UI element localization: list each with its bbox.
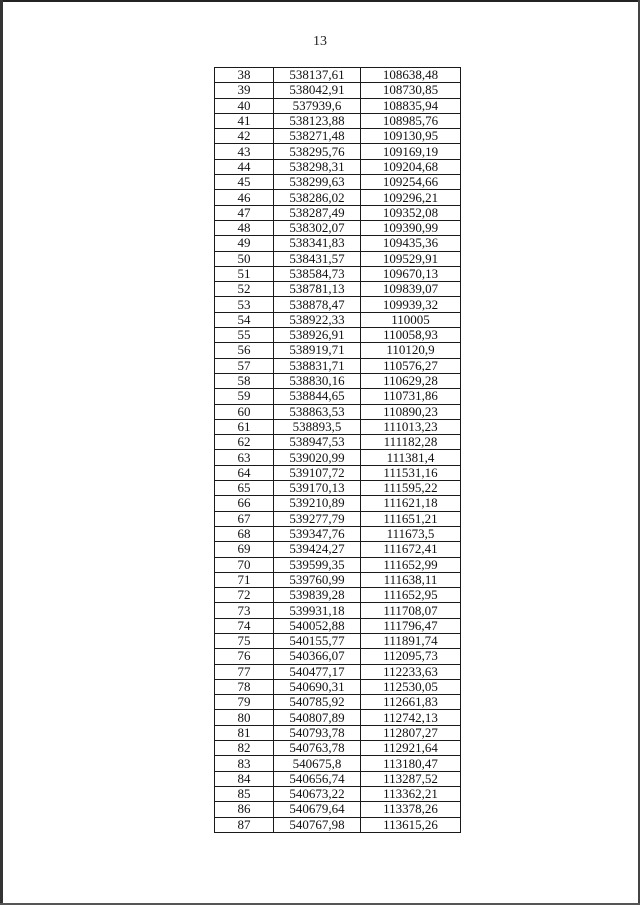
table-row xyxy=(215,159,461,174)
y-coordinate-cell: 111381,4 xyxy=(361,450,461,465)
table-row xyxy=(215,557,461,572)
x-coordinate-cell: 538287,49 xyxy=(274,205,361,220)
y-coordinate-cell: 110005 xyxy=(361,312,461,327)
table-row xyxy=(215,756,461,771)
y-coordinate-cell: 111672,41 xyxy=(361,542,461,557)
x-coordinate-cell: 538863,53 xyxy=(274,404,361,419)
x-coordinate-cell: 538123,88 xyxy=(274,113,361,128)
point-number-cell: 57 xyxy=(215,358,274,373)
y-coordinate-cell: 113615,26 xyxy=(361,817,461,832)
x-coordinate-cell: 538844,65 xyxy=(274,389,361,404)
point-number-cell: 42 xyxy=(215,129,274,144)
table-row xyxy=(215,450,461,465)
x-coordinate-cell: 540155,77 xyxy=(274,633,361,648)
x-coordinate-cell: 540793,78 xyxy=(274,725,361,740)
point-number-cell: 56 xyxy=(215,343,274,358)
point-number-cell: 75 xyxy=(215,633,274,648)
table-row xyxy=(215,817,461,832)
x-coordinate-cell: 539931,18 xyxy=(274,603,361,618)
point-number-cell: 49 xyxy=(215,236,274,251)
x-coordinate-cell: 539424,27 xyxy=(274,542,361,557)
x-coordinate-cell: 538919,71 xyxy=(274,343,361,358)
y-coordinate-cell: 109130,95 xyxy=(361,129,461,144)
point-number-cell: 77 xyxy=(215,664,274,679)
point-number-cell: 60 xyxy=(215,404,274,419)
table-row xyxy=(215,679,461,694)
table-row xyxy=(215,266,461,281)
table-row xyxy=(215,786,461,801)
y-coordinate-cell: 111651,21 xyxy=(361,511,461,526)
point-number-cell: 78 xyxy=(215,679,274,694)
x-coordinate-cell: 540052,88 xyxy=(274,618,361,633)
y-coordinate-cell: 109169,19 xyxy=(361,144,461,159)
table-row xyxy=(215,373,461,388)
point-number-cell: 74 xyxy=(215,618,274,633)
y-coordinate-cell: 111891,74 xyxy=(361,633,461,648)
y-coordinate-cell: 109204,68 xyxy=(361,159,461,174)
y-coordinate-cell: 111796,47 xyxy=(361,618,461,633)
point-number-cell: 71 xyxy=(215,572,274,587)
y-coordinate-cell: 110120,9 xyxy=(361,343,461,358)
point-number-cell: 70 xyxy=(215,557,274,572)
table-row xyxy=(215,695,461,710)
table-row xyxy=(215,68,461,83)
point-number-cell: 46 xyxy=(215,190,274,205)
y-coordinate-cell: 109529,91 xyxy=(361,251,461,266)
x-coordinate-cell: 538341,83 xyxy=(274,236,361,251)
y-coordinate-cell: 111652,99 xyxy=(361,557,461,572)
table-row xyxy=(215,236,461,251)
x-coordinate-cell: 539277,79 xyxy=(274,511,361,526)
point-number-cell: 67 xyxy=(215,511,274,526)
table-row xyxy=(215,144,461,159)
point-number-cell: 39 xyxy=(215,83,274,98)
table-row xyxy=(215,542,461,557)
table-row xyxy=(215,205,461,220)
x-coordinate-cell: 538299,63 xyxy=(274,175,361,190)
x-coordinate-cell: 538878,47 xyxy=(274,297,361,312)
y-coordinate-cell: 110731,86 xyxy=(361,389,461,404)
table-row xyxy=(215,588,461,603)
x-coordinate-cell: 538137,61 xyxy=(274,68,361,83)
scan-edge-top xyxy=(0,0,640,2)
y-coordinate-cell: 109352,08 xyxy=(361,205,461,220)
y-coordinate-cell: 113362,21 xyxy=(361,786,461,801)
y-coordinate-cell: 112095,73 xyxy=(361,649,461,664)
table-row xyxy=(215,220,461,235)
point-number-cell: 58 xyxy=(215,373,274,388)
table-row xyxy=(215,312,461,327)
point-number-cell: 73 xyxy=(215,603,274,618)
x-coordinate-cell: 539347,76 xyxy=(274,526,361,541)
point-number-cell: 47 xyxy=(215,205,274,220)
point-number-cell: 76 xyxy=(215,649,274,664)
table-row xyxy=(215,710,461,725)
x-coordinate-cell: 538302,07 xyxy=(274,220,361,235)
y-coordinate-cell: 111182,28 xyxy=(361,435,461,450)
y-coordinate-cell: 111531,16 xyxy=(361,465,461,480)
y-coordinate-cell: 109390,99 xyxy=(361,220,461,235)
y-coordinate-cell: 112742,13 xyxy=(361,710,461,725)
table-row xyxy=(215,802,461,817)
point-number-cell: 72 xyxy=(215,588,274,603)
y-coordinate-cell: 112530,05 xyxy=(361,679,461,694)
table-row xyxy=(215,389,461,404)
table-row xyxy=(215,618,461,633)
x-coordinate-cell: 539210,89 xyxy=(274,496,361,511)
x-coordinate-cell: 540767,98 xyxy=(274,817,361,832)
point-number-cell: 53 xyxy=(215,297,274,312)
point-number-cell: 43 xyxy=(215,144,274,159)
point-number-cell: 64 xyxy=(215,465,274,480)
table-row xyxy=(215,741,461,756)
table-row xyxy=(215,113,461,128)
y-coordinate-cell: 111013,23 xyxy=(361,419,461,434)
table-row xyxy=(215,496,461,511)
y-coordinate-cell: 109435,36 xyxy=(361,236,461,251)
y-coordinate-cell: 110576,27 xyxy=(361,358,461,373)
point-number-cell: 83 xyxy=(215,756,274,771)
coordinates-table xyxy=(214,67,461,833)
table-row xyxy=(215,603,461,618)
y-coordinate-cell: 108638,48 xyxy=(361,68,461,83)
table-row xyxy=(215,725,461,740)
y-coordinate-cell: 111673,5 xyxy=(361,526,461,541)
x-coordinate-cell: 540673,22 xyxy=(274,786,361,801)
table-row xyxy=(215,129,461,144)
table-row xyxy=(215,358,461,373)
x-coordinate-cell: 538271,48 xyxy=(274,129,361,144)
table-row xyxy=(215,343,461,358)
point-number-cell: 40 xyxy=(215,98,274,113)
point-number-cell: 81 xyxy=(215,725,274,740)
page-number: 13 xyxy=(313,34,327,49)
x-coordinate-cell: 538781,13 xyxy=(274,282,361,297)
y-coordinate-cell: 113287,52 xyxy=(361,771,461,786)
point-number-cell: 44 xyxy=(215,159,274,174)
point-number-cell: 55 xyxy=(215,328,274,343)
y-coordinate-cell: 111652,95 xyxy=(361,588,461,603)
point-number-cell: 86 xyxy=(215,802,274,817)
y-coordinate-cell: 111638,11 xyxy=(361,572,461,587)
x-coordinate-cell: 538295,76 xyxy=(274,144,361,159)
table-row xyxy=(215,649,461,664)
y-coordinate-cell: 108985,76 xyxy=(361,113,461,128)
y-coordinate-cell: 111621,18 xyxy=(361,496,461,511)
table-row xyxy=(215,98,461,113)
coordinates-table-body xyxy=(215,68,461,833)
x-coordinate-cell: 540477,17 xyxy=(274,664,361,679)
point-number-cell: 38 xyxy=(215,68,274,83)
table-row xyxy=(215,664,461,679)
table-row xyxy=(215,190,461,205)
y-coordinate-cell: 109670,13 xyxy=(361,266,461,281)
point-number-cell: 68 xyxy=(215,526,274,541)
point-number-cell: 61 xyxy=(215,419,274,434)
point-number-cell: 52 xyxy=(215,282,274,297)
table-row xyxy=(215,511,461,526)
x-coordinate-cell: 538431,57 xyxy=(274,251,361,266)
x-coordinate-cell: 540679,64 xyxy=(274,802,361,817)
point-number-cell: 62 xyxy=(215,435,274,450)
x-coordinate-cell: 538042,91 xyxy=(274,83,361,98)
table-row xyxy=(215,251,461,266)
scan-edge-left xyxy=(0,0,3,905)
y-coordinate-cell: 110890,23 xyxy=(361,404,461,419)
x-coordinate-cell: 540366,07 xyxy=(274,649,361,664)
y-coordinate-cell: 111708,07 xyxy=(361,603,461,618)
x-coordinate-cell: 539599,35 xyxy=(274,557,361,572)
point-number-cell: 69 xyxy=(215,542,274,557)
y-coordinate-cell: 112661,83 xyxy=(361,695,461,710)
x-coordinate-cell: 538893,5 xyxy=(274,419,361,434)
table-row xyxy=(215,282,461,297)
x-coordinate-cell: 539839,28 xyxy=(274,588,361,603)
point-number-cell: 54 xyxy=(215,312,274,327)
y-coordinate-cell: 112807,27 xyxy=(361,725,461,740)
x-coordinate-cell: 539760,99 xyxy=(274,572,361,587)
table-row xyxy=(215,435,461,450)
y-coordinate-cell: 109254,66 xyxy=(361,175,461,190)
point-number-cell: 84 xyxy=(215,771,274,786)
table-row xyxy=(215,83,461,98)
x-coordinate-cell: 538584,73 xyxy=(274,266,361,281)
x-coordinate-cell: 539020,99 xyxy=(274,450,361,465)
y-coordinate-cell: 110058,93 xyxy=(361,328,461,343)
table-row xyxy=(215,633,461,648)
y-coordinate-cell: 111595,22 xyxy=(361,481,461,496)
x-coordinate-cell: 538926,91 xyxy=(274,328,361,343)
x-coordinate-cell: 538298,31 xyxy=(274,159,361,174)
point-number-cell: 51 xyxy=(215,266,274,281)
point-number-cell: 65 xyxy=(215,481,274,496)
point-number-cell: 41 xyxy=(215,113,274,128)
y-coordinate-cell: 109939,32 xyxy=(361,297,461,312)
point-number-cell: 50 xyxy=(215,251,274,266)
x-coordinate-cell: 539107,72 xyxy=(274,465,361,480)
x-coordinate-cell: 538831,71 xyxy=(274,358,361,373)
table-row xyxy=(215,526,461,541)
x-coordinate-cell: 537939,6 xyxy=(274,98,361,113)
y-coordinate-cell: 109296,21 xyxy=(361,190,461,205)
table-row xyxy=(215,419,461,434)
point-number-cell: 79 xyxy=(215,695,274,710)
table-row xyxy=(215,481,461,496)
table-row xyxy=(215,572,461,587)
x-coordinate-cell: 538286,02 xyxy=(274,190,361,205)
x-coordinate-cell: 538947,53 xyxy=(274,435,361,450)
y-coordinate-cell: 110629,28 xyxy=(361,373,461,388)
x-coordinate-cell: 538830,16 xyxy=(274,373,361,388)
point-number-cell: 85 xyxy=(215,786,274,801)
x-coordinate-cell: 540807,89 xyxy=(274,710,361,725)
x-coordinate-cell: 540675,8 xyxy=(274,756,361,771)
table-row xyxy=(215,771,461,786)
x-coordinate-cell: 540785,92 xyxy=(274,695,361,710)
y-coordinate-cell: 113378,26 xyxy=(361,802,461,817)
x-coordinate-cell: 540763,78 xyxy=(274,741,361,756)
y-coordinate-cell: 113180,47 xyxy=(361,756,461,771)
point-number-cell: 66 xyxy=(215,496,274,511)
y-coordinate-cell: 108835,94 xyxy=(361,98,461,113)
y-coordinate-cell: 112233,63 xyxy=(361,664,461,679)
x-coordinate-cell: 538922,33 xyxy=(274,312,361,327)
y-coordinate-cell: 109839,07 xyxy=(361,282,461,297)
table-row xyxy=(215,465,461,480)
point-number-cell: 80 xyxy=(215,710,274,725)
point-number-cell: 59 xyxy=(215,389,274,404)
y-coordinate-cell: 108730,85 xyxy=(361,83,461,98)
y-coordinate-cell: 112921,64 xyxy=(361,741,461,756)
table-row xyxy=(215,404,461,419)
point-number-cell: 48 xyxy=(215,220,274,235)
x-coordinate-cell: 539170,13 xyxy=(274,481,361,496)
table-row xyxy=(215,175,461,190)
point-number-cell: 82 xyxy=(215,741,274,756)
point-number-cell: 87 xyxy=(215,817,274,832)
point-number-cell: 63 xyxy=(215,450,274,465)
table-row xyxy=(215,297,461,312)
table-row xyxy=(215,328,461,343)
point-number-cell: 45 xyxy=(215,175,274,190)
x-coordinate-cell: 540690,31 xyxy=(274,679,361,694)
x-coordinate-cell: 540656,74 xyxy=(274,771,361,786)
